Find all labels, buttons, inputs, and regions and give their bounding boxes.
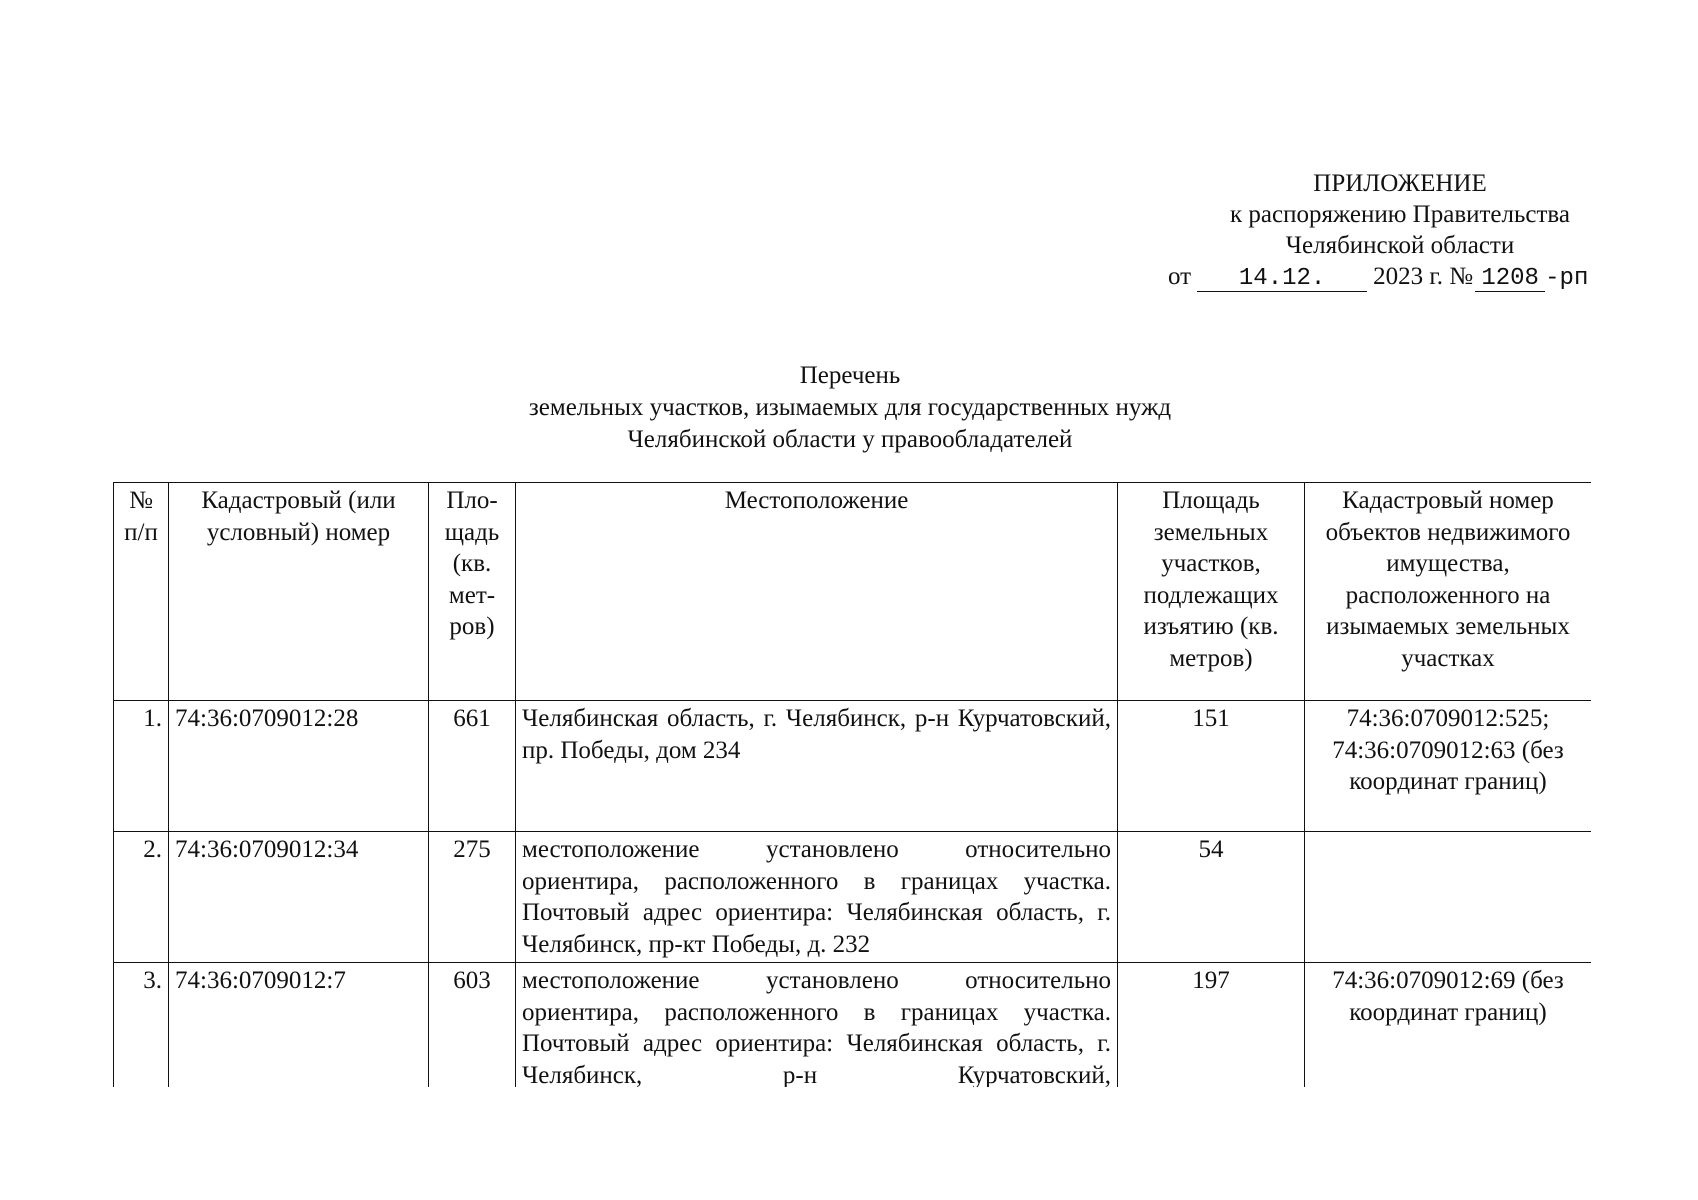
cell-objects: 74:36:0709012:525; 74:36:0709012:63 (без координат границ)	[1305, 701, 1592, 832]
appendix-date-line	[1168, 261, 1650, 294]
number-suffix: -рп	[1545, 265, 1589, 292]
table-row	[114, 701, 1592, 832]
cell-area: 275	[429, 832, 516, 963]
appendix-line-2: Челябинской области	[1285, 232, 1515, 259]
year-text: 2023 г. №	[1373, 263, 1474, 290]
header-seized-area: Площадь земельных участков, подлежащих изъятию (кв. метров)	[1118, 483, 1305, 701]
date-field: 14.12.	[1197, 267, 1367, 292]
header-num: № п/п	[114, 483, 169, 701]
cell-cadastral: 74:36:0709012:7	[169, 963, 429, 1088]
cell-objects	[1305, 832, 1592, 963]
land-plots-table-wrapper	[113, 482, 1591, 1087]
header-cadastral: Кадастровый (или условный) номер	[169, 483, 429, 701]
number-field: 1208	[1475, 267, 1545, 292]
title-line-3: Челябинской области у правообладателей	[627, 426, 1073, 453]
cell-seized-area: 54	[1118, 832, 1305, 963]
appendix-line-1: к распоряжению Правительства	[1229, 201, 1570, 228]
cell-num: 3.	[114, 963, 169, 1088]
appendix-title: ПРИЛОЖЕНИЕ	[1313, 170, 1487, 197]
title-line-2: земельных участков, изымаемых для государственных нужд	[528, 394, 1172, 421]
header-area: Пло-щадь (кв. мет-ров)	[429, 483, 516, 701]
cell-num: 1.	[114, 701, 169, 832]
appendix-reference	[1150, 168, 1650, 294]
cell-location: местоположение установлено относительно ориентира, расположенного в границах участка. Почтовый адрес ориентира: Челябинская область, г. Челябинск, пр-кт Победы, д. 232	[516, 832, 1118, 963]
table-row	[114, 963, 1592, 1088]
cell-cadastral: 74:36:0709012:34	[169, 832, 429, 963]
cell-area: 603	[429, 963, 516, 1088]
cell-location: Челябинская область, г. Челябинск, р-н Курчатовский, пр. Победы, дом 234	[516, 701, 1118, 832]
header-location: Местоположение	[516, 483, 1118, 701]
cell-objects: 74:36:0709012:69 (без координат границ)	[1305, 963, 1592, 1088]
cell-seized-area: 197	[1118, 963, 1305, 1088]
cell-seized-area: 151	[1118, 701, 1305, 832]
table-header-row	[114, 483, 1592, 701]
cell-num: 2.	[114, 832, 169, 963]
from-label: от	[1168, 263, 1192, 290]
header-objects: Кадастровый номер объектов недвижимого имущества, расположенного на изымаемых земельных участках	[1305, 483, 1592, 701]
table-row	[114, 832, 1592, 963]
document-title	[300, 360, 1400, 456]
title-line-1: Перечень	[799, 362, 901, 389]
land-plots-table	[113, 482, 1591, 1087]
cell-cadastral: 74:36:0709012:28	[169, 701, 429, 832]
cell-location: местоположение установлено относительно ориентира, расположенного в границах участка. Почтовый адрес ориентира: Челябинская область, г. Челябинск, р-н Курчатовский,	[516, 963, 1118, 1088]
cell-area: 661	[429, 701, 516, 832]
